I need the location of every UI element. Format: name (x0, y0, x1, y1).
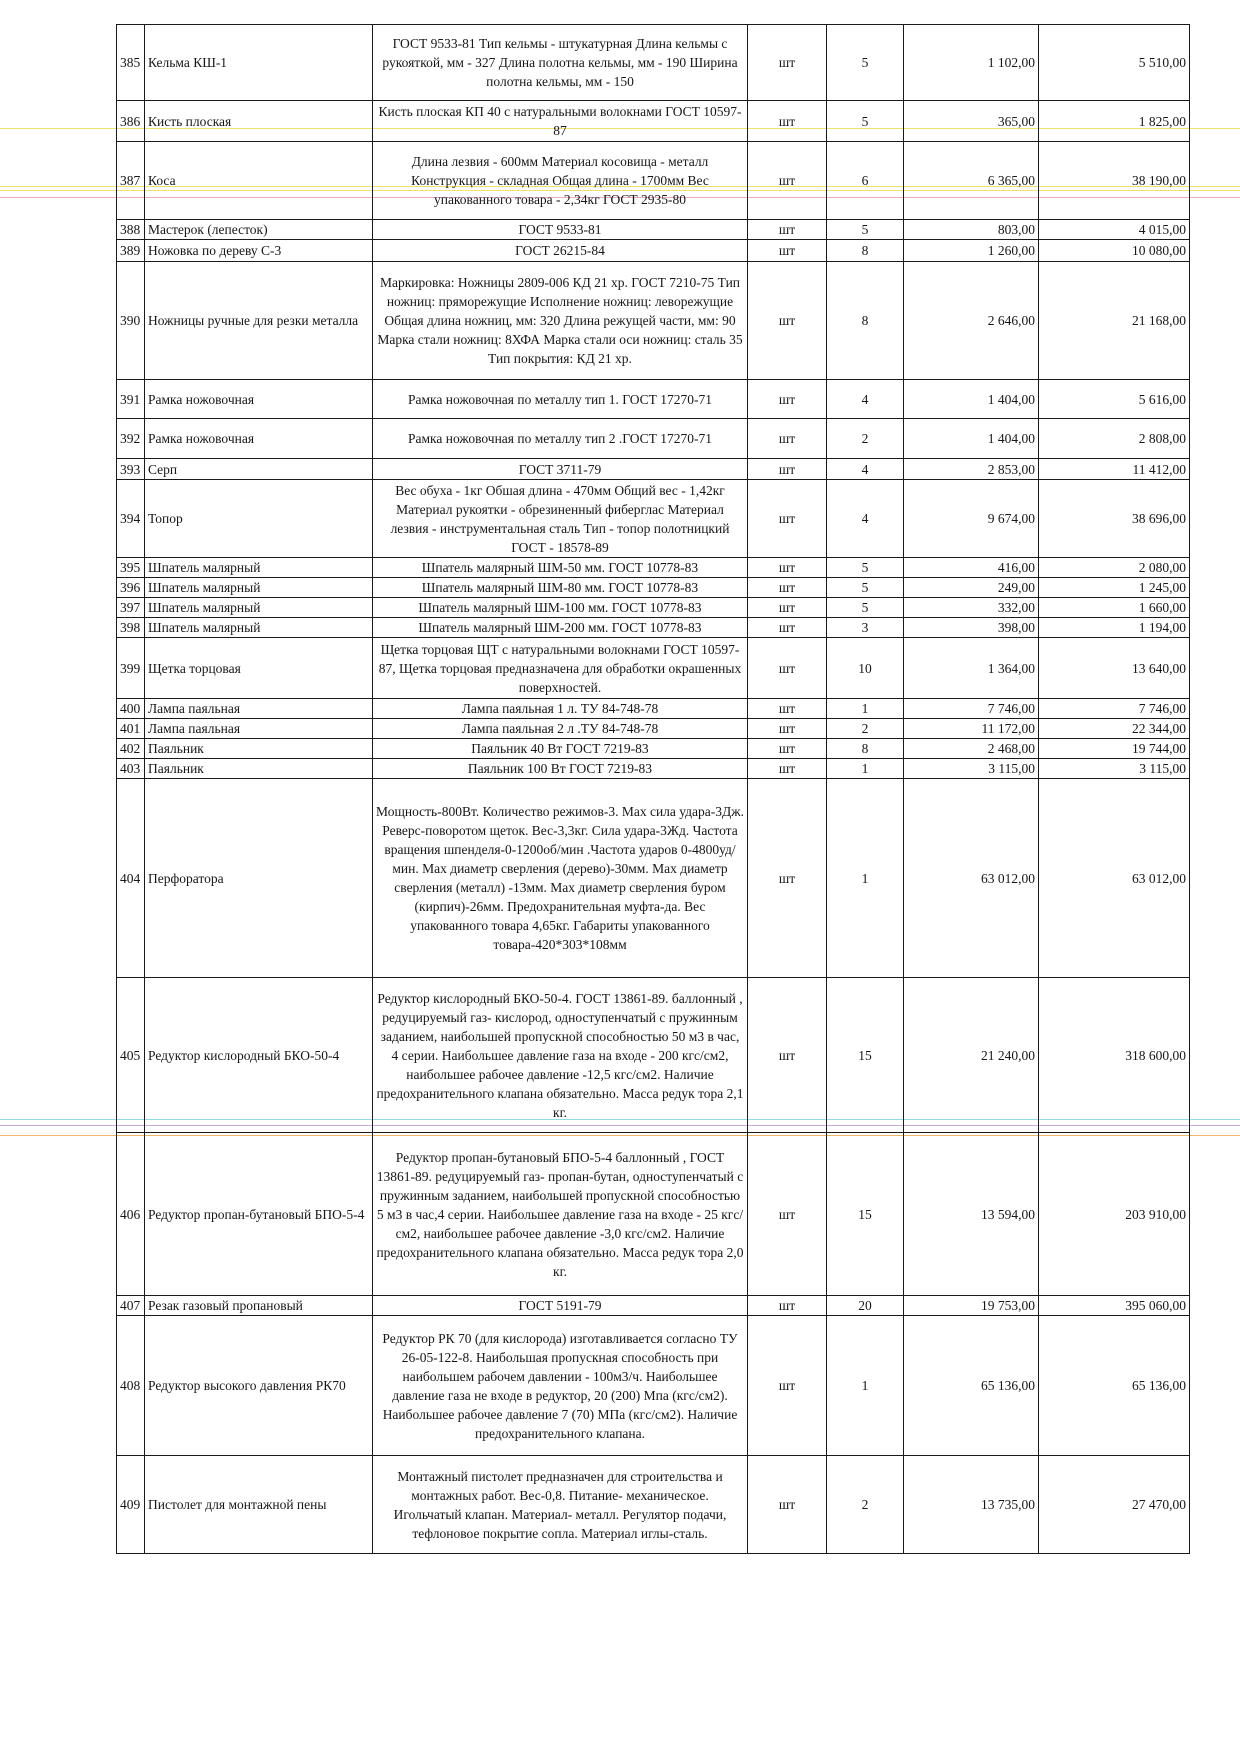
item-description-cell: Шпатель малярный ШМ-200 мм. ГОСТ 10778-83 (373, 618, 748, 638)
row-number-cell: 392 (117, 419, 145, 459)
table-row (117, 380, 1190, 419)
unit-of-measure-cell: шт (748, 699, 827, 719)
row-number-cell: 389 (117, 240, 145, 262)
item-description-cell: Паяльник 40 Вт ГОСТ 7219-83 (373, 739, 748, 759)
line-total-cell: 1 194,00 (1039, 618, 1190, 638)
table-row (117, 1316, 1190, 1456)
quantity-cell: 8 (827, 739, 904, 759)
table-row (117, 1133, 1190, 1296)
item-description-cell: Шпатель малярный ШМ-80 мм. ГОСТ 10778-83 (373, 578, 748, 598)
line-total-cell: 2 808,00 (1039, 419, 1190, 459)
unit-price-cell: 803,00 (904, 220, 1039, 240)
table-row (117, 719, 1190, 739)
table-row (117, 262, 1190, 380)
unit-of-measure-cell: шт (748, 578, 827, 598)
line-total-cell: 5 510,00 (1039, 25, 1190, 101)
unit-of-measure-cell: шт (748, 142, 827, 220)
item-description-cell: Монтажный пистолет предназначен для строительства и монтажных работ. Вес-0,8. Питание- механическое. Игольчатый клапан. Материал- металл. Регулятор подачи, тефлоновое покрытие сопла. Материал иглы-сталь. (373, 1456, 748, 1554)
line-total-cell: 27 470,00 (1039, 1456, 1190, 1554)
quantity-cell: 4 (827, 380, 904, 419)
table-row (117, 739, 1190, 759)
table-row (117, 459, 1190, 480)
line-total-cell: 38 190,00 (1039, 142, 1190, 220)
unit-price-cell: 6 365,00 (904, 142, 1039, 220)
line-total-cell: 1 825,00 (1039, 101, 1190, 142)
item-description-cell: Редуктор пропан-бутановый БПО-5-4 баллонный , ГОСТ 13861-89. редуцируемый газ- пропан-бутан, одноступенчатый с пружинным заданием, наибольшей пропускной способностью 5 м3 в час,4 серии. Наибольшее давление газа на входе - 25 кгс/см2, наибольшее рабочее давление -3,0 кгс/см2. Наличие предохранительного клапана обязательно. Масса редук тора 2,0 кг. (373, 1133, 748, 1296)
quantity-cell: 4 (827, 480, 904, 558)
item-name-cell: Резак газовый пропановый (145, 1296, 373, 1316)
table-body (117, 25, 1190, 1554)
table-row (117, 419, 1190, 459)
row-number-cell: 390 (117, 262, 145, 380)
row-number-cell: 398 (117, 618, 145, 638)
table-row (117, 25, 1190, 101)
item-name-cell: Лампа паяльная (145, 699, 373, 719)
item-description-cell: Рамка ножовочная по металлу тип 2 .ГОСТ 17270-71 (373, 419, 748, 459)
unit-of-measure-cell: шт (748, 25, 827, 101)
line-total-cell: 2 080,00 (1039, 558, 1190, 578)
quantity-cell: 1 (827, 699, 904, 719)
unit-price-cell: 365,00 (904, 101, 1039, 142)
row-number-cell: 404 (117, 779, 145, 978)
table-row (117, 1296, 1190, 1316)
unit-of-measure-cell: шт (748, 419, 827, 459)
item-name-cell: Шпатель малярный (145, 578, 373, 598)
line-total-cell: 5 616,00 (1039, 380, 1190, 419)
unit-price-cell: 13 594,00 (904, 1133, 1039, 1296)
table-row (117, 142, 1190, 220)
unit-of-measure-cell: шт (748, 459, 827, 480)
row-number-cell: 408 (117, 1316, 145, 1456)
unit-price-cell: 65 136,00 (904, 1316, 1039, 1456)
row-number-cell: 406 (117, 1133, 145, 1296)
line-total-cell: 21 168,00 (1039, 262, 1190, 380)
unit-of-measure-cell: шт (748, 618, 827, 638)
table-row (117, 759, 1190, 779)
unit-of-measure-cell: шт (748, 719, 827, 739)
quantity-cell: 2 (827, 419, 904, 459)
item-description-cell: Мощность-800Вт. Количество режимов-3. Max сила удара-3Дж. Реверс-поворотом щеток. Вес-3,3кг. Сила удара-3Жд. Частота вращения шпенделя-0-1200об/мин .Частота ударов 0-4800уд/мин. Max диаметр сверления (дерево)-30мм. Max диаметр сверления (металл) -13мм. Max диаметр сверления буром (кирпич)-26мм. Предохранительная муфта-да. Вес упакованного товара 4,65кг. Габариты упакованного товара-420*303*108мм (373, 779, 748, 978)
item-name-cell: Коса (145, 142, 373, 220)
unit-price-cell: 2 853,00 (904, 459, 1039, 480)
item-name-cell: Ножницы ручные для резки металла (145, 262, 373, 380)
line-total-cell: 13 640,00 (1039, 638, 1190, 699)
item-name-cell: Шпатель малярный (145, 618, 373, 638)
unit-of-measure-cell: шт (748, 638, 827, 699)
line-total-cell: 22 344,00 (1039, 719, 1190, 739)
item-description-cell: ГОСТ 9533-81 (373, 220, 748, 240)
row-number-cell: 402 (117, 739, 145, 759)
unit-price-cell: 332,00 (904, 598, 1039, 618)
item-description-cell: Шпатель малярный ШМ-100 мм. ГОСТ 10778-83 (373, 598, 748, 618)
item-description-cell: Паяльник 100 Вт ГОСТ 7219-83 (373, 759, 748, 779)
quantity-cell: 5 (827, 558, 904, 578)
unit-price-cell: 21 240,00 (904, 978, 1039, 1133)
unit-price-cell: 9 674,00 (904, 480, 1039, 558)
item-description-cell: Шпатель малярный ШМ-50 мм. ГОСТ 10778-83 (373, 558, 748, 578)
quantity-cell: 1 (827, 779, 904, 978)
unit-of-measure-cell: шт (748, 480, 827, 558)
unit-price-cell: 1 260,00 (904, 240, 1039, 262)
item-description-cell: Редуктор РК 70 (для кислорода) изготавливается согласно ТУ 26-05-122-8. Наибольшая пропускная способность при наибольшем рабочем давлении - 100м3/ч. Наибольшее давление газа не входе в редуктор, 20 (200) Мпа (кгс/см2). Наибольшее рабочее давление 7 (70) МПа (кгс/см2). Наличие предохранительного клапана. (373, 1316, 748, 1456)
row-number-cell: 395 (117, 558, 145, 578)
line-total-cell: 10 080,00 (1039, 240, 1190, 262)
item-name-cell: Кисть плоская (145, 101, 373, 142)
quantity-cell: 2 (827, 719, 904, 739)
item-description-cell: Редуктор кислородный БКО-50-4. ГОСТ 13861-89. баллонный , редуцируемый газ- кислород, одноступенчатый с пружинным заданием, наибольшей пропускной способностью 50 м3 в час, 4 серии. Наибольшее давление газа на входе - 200 кгс/см2, наибольшее рабочее давление -12,5 кгс/см2. Наличие предохранительного клапана обязательно. Масса редук тора 2,1 кг. (373, 978, 748, 1133)
unit-price-cell: 19 753,00 (904, 1296, 1039, 1316)
unit-of-measure-cell: шт (748, 1456, 827, 1554)
quantity-cell: 6 (827, 142, 904, 220)
quantity-cell: 8 (827, 262, 904, 380)
unit-price-cell: 1 404,00 (904, 419, 1039, 459)
item-description-cell: ГОСТ 26215-84 (373, 240, 748, 262)
quantity-cell: 3 (827, 618, 904, 638)
row-number-cell: 386 (117, 101, 145, 142)
quantity-cell: 1 (827, 759, 904, 779)
item-description-cell: ГОСТ 3711-79 (373, 459, 748, 480)
table-row (117, 240, 1190, 262)
unit-price-cell: 7 746,00 (904, 699, 1039, 719)
quantity-cell: 10 (827, 638, 904, 699)
row-number-cell: 409 (117, 1456, 145, 1554)
item-name-cell: Рамка ножовочная (145, 419, 373, 459)
unit-price-cell: 2 468,00 (904, 739, 1039, 759)
quantity-cell: 20 (827, 1296, 904, 1316)
item-name-cell: Редуктор пропан-бутановый БПО-5-4 (145, 1133, 373, 1296)
line-total-cell: 1 660,00 (1039, 598, 1190, 618)
unit-price-cell: 398,00 (904, 618, 1039, 638)
line-total-cell: 11 412,00 (1039, 459, 1190, 480)
unit-of-measure-cell: шт (748, 1133, 827, 1296)
item-description-cell: Маркировка: Ножницы 2809-006 КД 21 хр. ГОСТ 7210-75 Тип ножниц: пряморежущие Исполнение ножниц: леворежущие Общая длина ножниц, мм: 320 Длина режущей части, мм: 90 Марка стали ножниц: 8ХФА Марка стали оси ножниц: сталь 35 Тип покрытия: КД 21 хр. (373, 262, 748, 380)
unit-of-measure-cell: шт (748, 558, 827, 578)
line-total-cell: 63 012,00 (1039, 779, 1190, 978)
quantity-cell: 15 (827, 1133, 904, 1296)
item-name-cell: Топор (145, 480, 373, 558)
item-description-cell: Рамка ножовочная по металлу тип 1. ГОСТ 17270-71 (373, 380, 748, 419)
line-total-cell: 1 245,00 (1039, 578, 1190, 598)
quantity-cell: 5 (827, 578, 904, 598)
unit-of-measure-cell: шт (748, 240, 827, 262)
line-total-cell: 395 060,00 (1039, 1296, 1190, 1316)
row-number-cell: 397 (117, 598, 145, 618)
unit-price-cell: 13 735,00 (904, 1456, 1039, 1554)
quantity-cell: 8 (827, 240, 904, 262)
item-name-cell: Мастерок (лепесток) (145, 220, 373, 240)
unit-of-measure-cell: шт (748, 1316, 827, 1456)
unit-of-measure-cell: шт (748, 220, 827, 240)
item-name-cell: Паяльник (145, 759, 373, 779)
row-number-cell: 391 (117, 380, 145, 419)
specification-table (116, 24, 1190, 1554)
table-row (117, 578, 1190, 598)
unit-price-cell: 11 172,00 (904, 719, 1039, 739)
item-name-cell: Ножовка по дереву С-3 (145, 240, 373, 262)
item-description-cell: ГОСТ 9533-81 Тип кельмы - штукатурная Длина кельмы с рукояткой, мм - 327 Длина полотна кельмы, мм - 190 Ширина полотна кельмы, мм - 150 (373, 25, 748, 101)
table-row (117, 638, 1190, 699)
line-total-cell: 19 744,00 (1039, 739, 1190, 759)
table-row (117, 618, 1190, 638)
table-row (117, 558, 1190, 578)
table-row (117, 1456, 1190, 1554)
row-number-cell: 388 (117, 220, 145, 240)
row-number-cell: 400 (117, 699, 145, 719)
item-name-cell: Лампа паяльная (145, 719, 373, 739)
unit-price-cell: 416,00 (904, 558, 1039, 578)
row-number-cell: 401 (117, 719, 145, 739)
line-total-cell: 203 910,00 (1039, 1133, 1190, 1296)
row-number-cell: 385 (117, 25, 145, 101)
row-number-cell: 405 (117, 978, 145, 1133)
unit-of-measure-cell: шт (748, 598, 827, 618)
unit-of-measure-cell: шт (748, 978, 827, 1133)
unit-of-measure-cell: шт (748, 101, 827, 142)
unit-of-measure-cell: шт (748, 779, 827, 978)
unit-of-measure-cell: шт (748, 262, 827, 380)
line-total-cell: 7 746,00 (1039, 699, 1190, 719)
quantity-cell: 5 (827, 25, 904, 101)
row-number-cell: 407 (117, 1296, 145, 1316)
row-number-cell: 387 (117, 142, 145, 220)
row-number-cell: 403 (117, 759, 145, 779)
quantity-cell: 1 (827, 1316, 904, 1456)
unit-of-measure-cell: шт (748, 759, 827, 779)
item-name-cell: Редуктор кислородный БКО-50-4 (145, 978, 373, 1133)
line-total-cell: 318 600,00 (1039, 978, 1190, 1133)
row-number-cell: 396 (117, 578, 145, 598)
line-total-cell: 38 696,00 (1039, 480, 1190, 558)
unit-of-measure-cell: шт (748, 1296, 827, 1316)
item-name-cell: Кельма КШ-1 (145, 25, 373, 101)
quantity-cell: 5 (827, 101, 904, 142)
item-name-cell: Щетка торцовая (145, 638, 373, 699)
item-name-cell: Редуктор высокого давления РК70 (145, 1316, 373, 1456)
item-description-cell: Вес обуха - 1кг Обшая длина - 470мм Общий вес - 1,42кг Материал рукоятки - обрезиненный фиберглас Материал лезвия - инструментальная сталь Тип - топор полотницкий ГОСТ - 18578-89 (373, 480, 748, 558)
table-row (117, 220, 1190, 240)
quantity-cell: 2 (827, 1456, 904, 1554)
item-description-cell: ГОСТ 5191-79 (373, 1296, 748, 1316)
unit-of-measure-cell: шт (748, 739, 827, 759)
table-row (117, 779, 1190, 978)
item-description-cell: Лампа паяльная 1 л. ТУ 84-748-78 (373, 699, 748, 719)
table-row (117, 978, 1190, 1133)
line-total-cell: 4 015,00 (1039, 220, 1190, 240)
table-row (117, 598, 1190, 618)
unit-price-cell: 249,00 (904, 578, 1039, 598)
quantity-cell: 4 (827, 459, 904, 480)
item-description-cell: Длина лезвия - 600мм Материал косовища - металл Конструкция - складная Общая длина - 1700мм Вес упакованного товара - 2,34кг ГОСТ 2935-80 (373, 142, 748, 220)
item-name-cell: Паяльник (145, 739, 373, 759)
table-row (117, 480, 1190, 558)
line-total-cell: 3 115,00 (1039, 759, 1190, 779)
line-total-cell: 65 136,00 (1039, 1316, 1190, 1456)
item-name-cell: Перфоратора (145, 779, 373, 978)
unit-price-cell: 63 012,00 (904, 779, 1039, 978)
row-number-cell: 393 (117, 459, 145, 480)
unit-price-cell: 2 646,00 (904, 262, 1039, 380)
item-name-cell: Рамка ножовочная (145, 380, 373, 419)
item-description-cell: Щетка торцовая ЩТ с натуральными волокнами ГОСТ 10597-87, Щетка торцовая предназначена для обработки окрашенных поверхностей. (373, 638, 748, 699)
item-name-cell: Серп (145, 459, 373, 480)
item-name-cell: Пистолет для монтажной пены (145, 1456, 373, 1554)
item-name-cell: Шпатель малярный (145, 598, 373, 618)
quantity-cell: 5 (827, 598, 904, 618)
quantity-cell: 5 (827, 220, 904, 240)
table-row (117, 101, 1190, 142)
unit-price-cell: 3 115,00 (904, 759, 1039, 779)
item-description-cell: Кисть плоская КП 40 с натуральными волокнами ГОСТ 10597-87 (373, 101, 748, 142)
quantity-cell: 15 (827, 978, 904, 1133)
item-description-cell: Лампа паяльная 2 л .ТУ 84-748-78 (373, 719, 748, 739)
unit-price-cell: 1 102,00 (904, 25, 1039, 101)
row-number-cell: 399 (117, 638, 145, 699)
unit-price-cell: 1 364,00 (904, 638, 1039, 699)
item-name-cell: Шпатель малярный (145, 558, 373, 578)
table-row (117, 699, 1190, 719)
row-number-cell: 394 (117, 480, 145, 558)
unit-price-cell: 1 404,00 (904, 380, 1039, 419)
unit-of-measure-cell: шт (748, 380, 827, 419)
